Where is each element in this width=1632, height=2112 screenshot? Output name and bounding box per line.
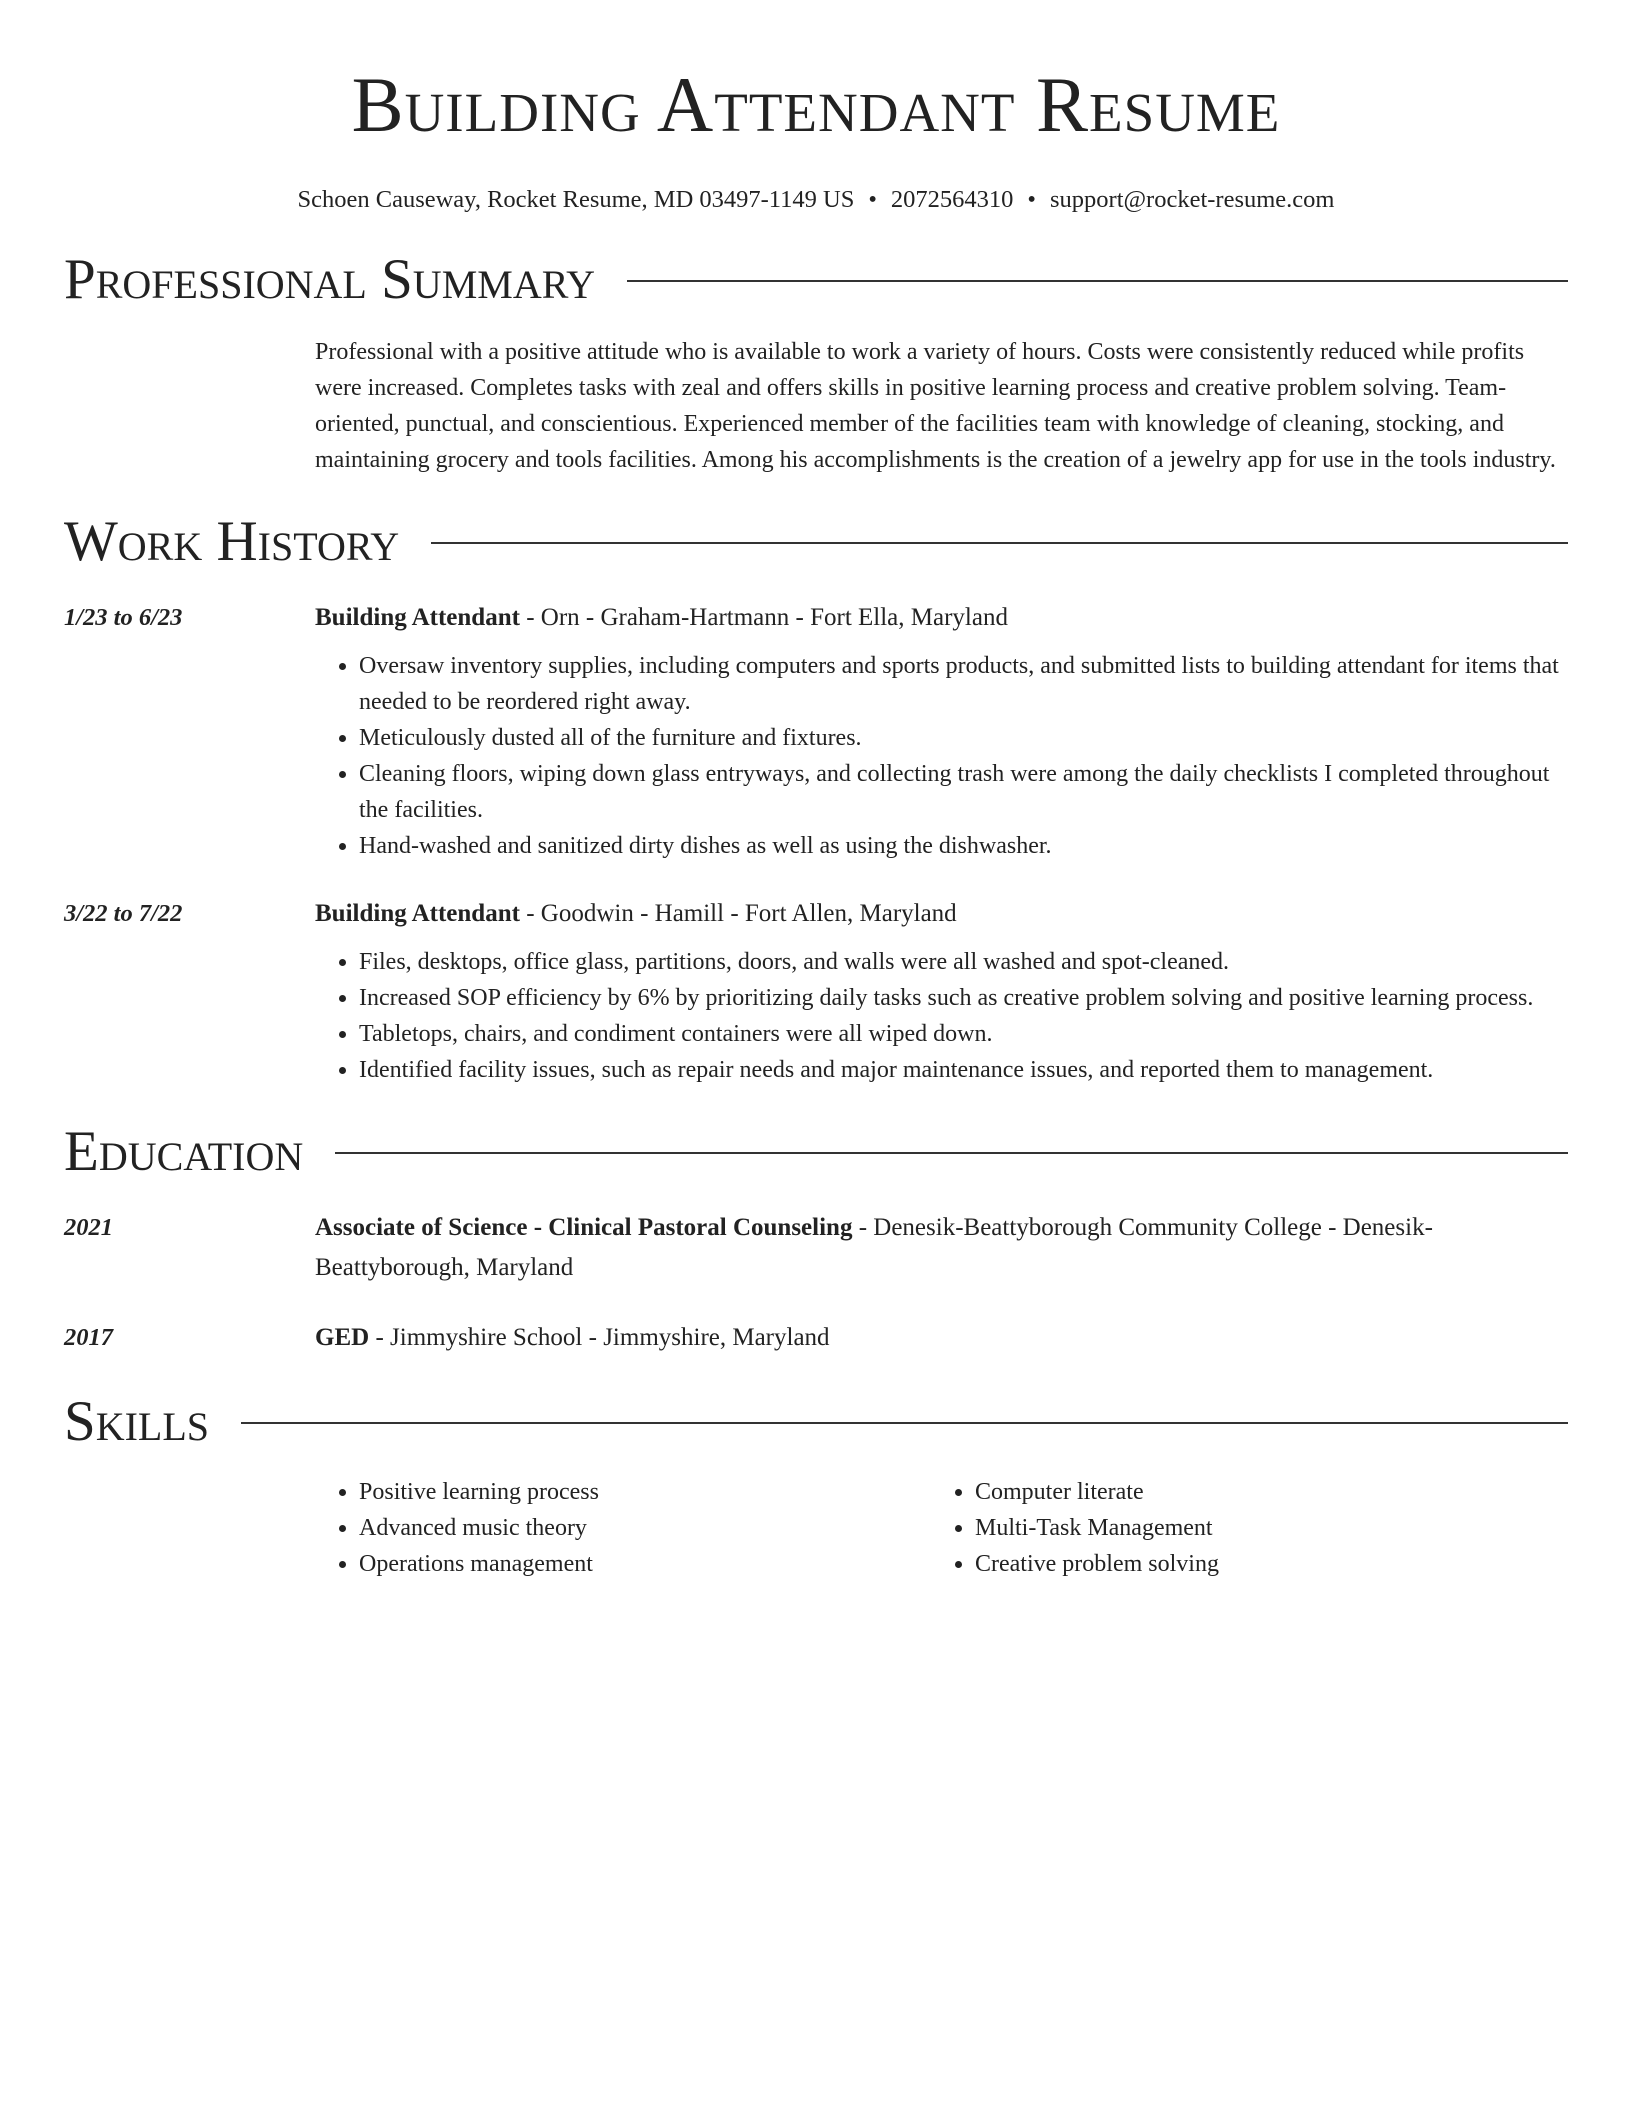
skills-column-right: [931, 1474, 1568, 1582]
skill-item: • Positive learning process: [359, 1474, 931, 1510]
job-details: - Orn - Graham-Hartmann - Fort Ella, Maryland: [519, 604, 1008, 631]
education-section-header: [64, 1120, 1568, 1184]
job-bullet: • Cleaning floors, wiping down glass entryways, and collecting trash were among the daily checklists I completed throughout the facilities.: [359, 756, 1568, 828]
education-entry: [64, 1208, 1568, 1288]
contact-separator: •: [868, 186, 877, 213]
education-details: - Denesik-Beattyborough Community College - Denesik-Beattyborough, Maryland: [315, 1214, 1433, 1281]
summary-section-header: [64, 248, 1568, 312]
contact-separator: •: [1027, 186, 1036, 213]
job-bullet: • Increased SOP efficiency by 6% by prioritizing daily tasks such as creative problem solving and positive learning process.: [359, 980, 1568, 1016]
job-title: Building Attendant: [315, 604, 520, 631]
job-heading: [315, 598, 1568, 638]
skill-item: • Creative problem solving: [975, 1546, 1568, 1582]
education-year: 2021: [64, 1214, 113, 1241]
job-bullet: • Files, desktops, office glass, partitions, doors, and walls were all washed and spot-cleaned.: [359, 944, 1568, 980]
education-heading: Education: [64, 1120, 304, 1183]
summary-heading: Professional Summary: [64, 248, 596, 311]
job-details: - Goodwin - Hamill - Fort Allen, Maryland: [519, 900, 957, 927]
contact-email: support@rocket-resume.com: [1050, 186, 1335, 213]
contact-address: Schoen Causeway, Rocket Resume, MD 03497-1149 US: [297, 186, 855, 213]
skills-section-header: [64, 1390, 1568, 1454]
skill-item: • Advanced music theory: [359, 1510, 931, 1546]
work-section-header: [64, 510, 1568, 574]
education-degree: GED: [315, 1324, 370, 1351]
job-bullet: • Oversaw inventory supplies, including computers and sports products, and submitted lists to building attendant for items that needed to be reordered right away.: [359, 648, 1568, 720]
education-details: - Jimmyshire School - Jimmyshire, Maryland: [369, 1324, 830, 1351]
skills-heading: Skills: [64, 1390, 210, 1453]
job-bullet: • Tabletops, chairs, and condiment containers were all wiped down.: [359, 1016, 1568, 1052]
contact-phone: 2072564310: [890, 186, 1014, 213]
section-divider: [335, 1152, 1568, 1154]
job-bullet: • Identified facility issues, such as repair needs and major maintenance issues, and reported them to management.: [359, 1052, 1568, 1088]
education-year: 2017: [64, 1324, 113, 1351]
contact-line: [64, 184, 1568, 216]
skills-list: [315, 1474, 1568, 1582]
skill-item: • Operations management: [359, 1546, 931, 1582]
job-bullets: [315, 648, 1568, 864]
section-divider: [627, 280, 1568, 282]
job-bullet: • Meticulously dusted all of the furniture and fixtures.: [359, 720, 1568, 756]
job-dates: 3/22 to 7/22: [64, 900, 183, 927]
education-entry: [64, 1318, 1568, 1358]
job-bullets: [315, 944, 1568, 1088]
section-divider: [241, 1422, 1568, 1424]
resume-title: Building Attendant Resume: [351, 61, 1281, 148]
section-divider: [431, 542, 1568, 544]
skills-column-left: [315, 1474, 931, 1582]
work-heading: Work History: [64, 510, 400, 573]
skill-item: • Computer literate: [975, 1474, 1568, 1510]
job-heading: [315, 894, 1568, 934]
job-entry: [64, 598, 1568, 864]
education-degree: Associate of Science - Clinical Pastoral Counseling: [315, 1214, 853, 1241]
job-title: Building Attendant: [315, 900, 520, 927]
job-dates: 1/23 to 6/23: [64, 604, 183, 631]
job-bullet: • Hand-washed and sanitized dirty dishes as well as using the dishwasher.: [359, 828, 1568, 864]
job-entry: [64, 894, 1568, 1088]
summary-text: Professional with a positive attitude who is available to work a variety of hours. Costs were consistently reduced while profits were increased. Completes tasks with zeal and offers skills in positive learning process and creative problem solving. Team-oriented, punctual, and conscientious. Experienced member of the facilities team with knowledge of cleaning, stocking, and maintaining grocery and tools facilities. Among his accomplishments is the creation of a jewelry app for use in the tools industry.: [315, 339, 1556, 473]
skill-item: • Multi-Task Management: [975, 1510, 1568, 1546]
